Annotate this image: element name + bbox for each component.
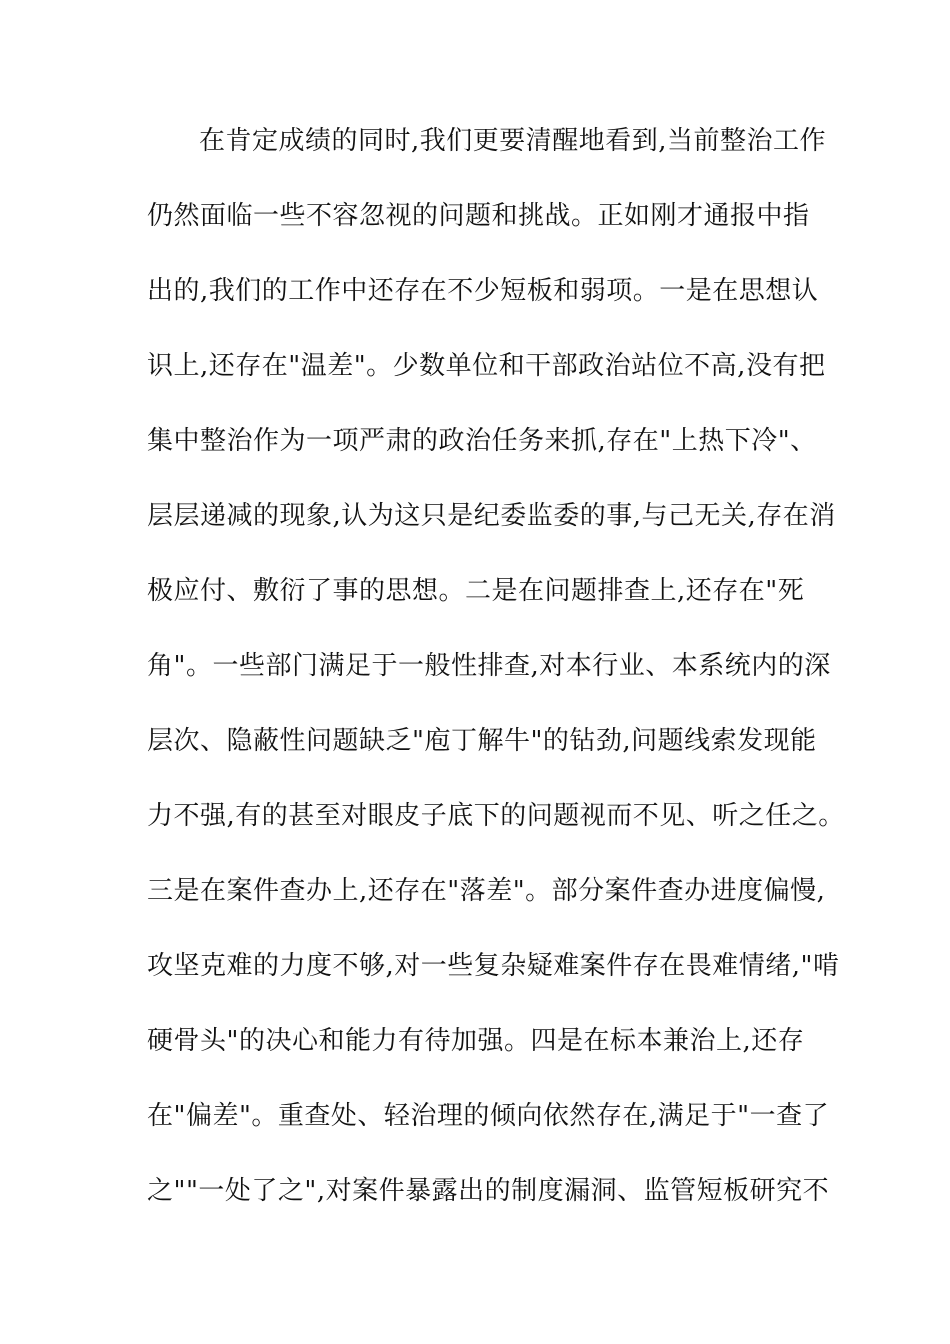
text-line: 极应付、敷衍了事的思想。二是在问题排查上,还存在"死 xyxy=(147,576,805,606)
text-line: 在肯定成绩的同时,我们更要清醒地看到,当前整治工作 xyxy=(199,126,827,156)
text-line: 角"。一些部门满足于一般性排查,对本行业、本系统内的深 xyxy=(147,651,831,681)
text-line: 三是在案件查办上,还存在"落差"。部分案件查办进度偏慢, xyxy=(147,876,826,906)
text-line: 在"偏差"。重查处、轻治理的倾向依然存在,满足于"一查了 xyxy=(147,1101,830,1131)
text-line: 仍然面临一些不容忽视的问题和挑战。正如刚才通报中指 xyxy=(147,201,810,231)
text-line: 攻坚克难的力度不够,对一些复杂疑难案件存在畏难情绪,"啃 xyxy=(147,951,840,981)
text-line: 层层递减的现象,认为这只是纪委监委的事,与己无关,存在消 xyxy=(147,501,836,531)
text-line: 力不强,有的甚至对眼皮子底下的问题视而不见、听之任之。 xyxy=(147,801,845,831)
body-paragraph xyxy=(147,118,845,1243)
text-line: 之""一处了之",对案件暴露出的制度漏洞、监管短板研究不 xyxy=(147,1176,830,1206)
text-line: 识上,还存在"温差"。少数单位和干部政治站位不高,没有把 xyxy=(147,351,826,381)
text-line: 硬骨头"的决心和能力有待加强。四是在标本兼治上,还存 xyxy=(147,1026,805,1056)
text-line: 层次、隐蔽性问题缺乏"庖丁解牛"的钻劲,问题线索发现能 xyxy=(147,726,817,756)
text-line: 出的,我们的工作中还存在不少短板和弱项。一是在思想认 xyxy=(147,276,819,306)
text-line: 集中整治作为一项严肃的政治任务来抓,存在"上热下冷"、 xyxy=(147,426,817,456)
